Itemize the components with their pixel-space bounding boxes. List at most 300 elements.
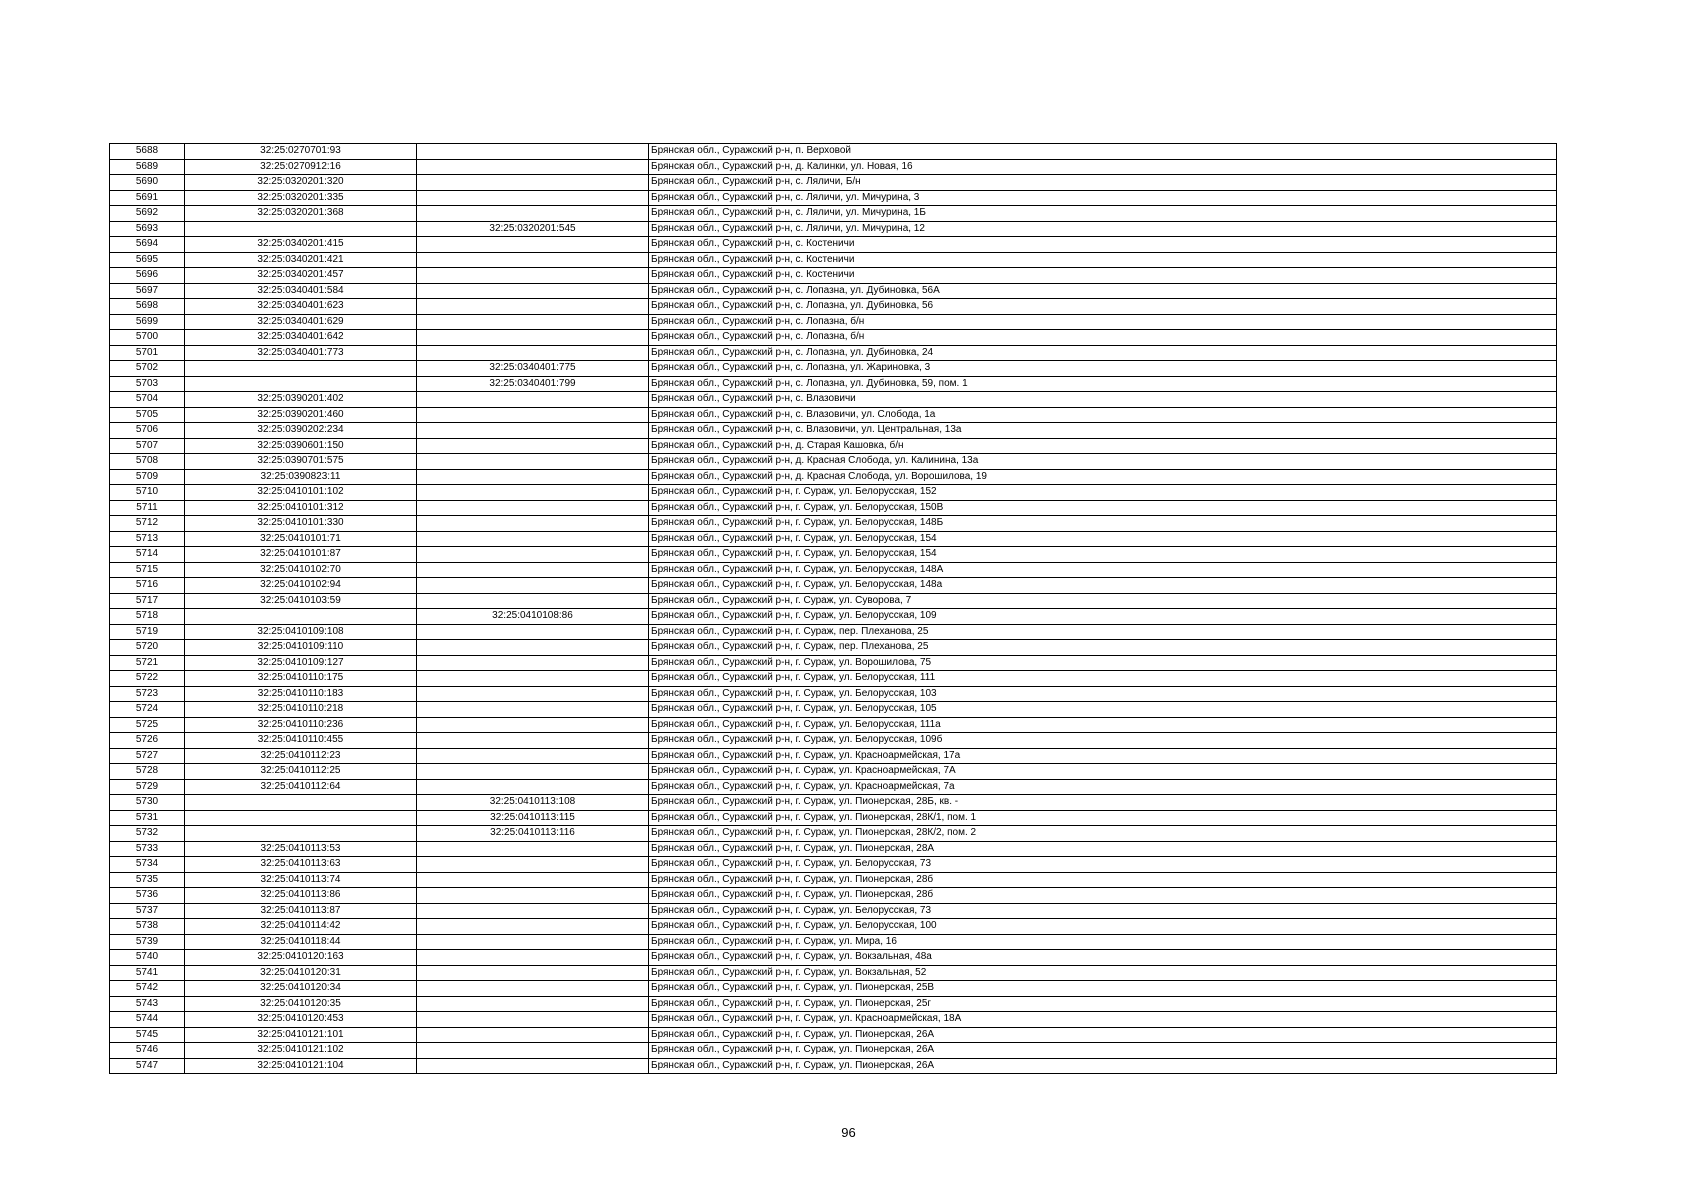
table-row [110,283,1557,299]
cadastral-number-alt-cell [417,407,649,423]
address-cell: Брянская обл., Суражский р-н, г. Сураж, ул. Пионерская, 28К/1, пом. 1 [649,810,1557,826]
cadastral-number-cell: 32:25:0410102:70 [185,562,417,578]
row-number-cell: 5689 [110,159,185,175]
cadastral-number-alt-cell [417,841,649,857]
table-row [110,872,1557,888]
cadastral-number-alt-cell [417,717,649,733]
cadastral-number-cell: 32:25:0410110:218 [185,702,417,718]
table-row [110,655,1557,671]
cadastral-number-cell: 32:25:0410109:110 [185,640,417,656]
cadastral-number-alt-cell [417,872,649,888]
row-number-cell: 5688 [110,144,185,160]
table-row [110,237,1557,253]
row-number-cell: 5720 [110,640,185,656]
cadastral-number-cell: 32:25:0340401:623 [185,299,417,315]
table-row [110,206,1557,222]
cadastral-number-cell: 32:25:0410113:74 [185,872,417,888]
cadastral-number-alt-cell [417,1043,649,1059]
address-cell: Брянская обл., Суражский р-н, г. Сураж, ул. Вокзальная, 48а [649,950,1557,966]
address-cell: Брянская обл., Суражский р-н, с. Костеничи [649,252,1557,268]
row-number-cell: 5717 [110,593,185,609]
cadastral-number-cell: 32:25:0390201:402 [185,392,417,408]
table-row [110,1058,1557,1074]
table-row [110,175,1557,191]
cadastral-number-alt-cell [417,764,649,780]
cadastral-number-cell [185,609,417,625]
table-row [110,1012,1557,1028]
address-cell: Брянская обл., Суражский р-н, с. Лопазна, ул. Дубиновка, 56А [649,283,1557,299]
cadastral-number-cell: 32:25:0410121:101 [185,1027,417,1043]
table-row [110,965,1557,981]
cadastral-number-cell: 32:25:0390701:575 [185,454,417,470]
cadastral-number-alt-cell [417,144,649,160]
row-number-cell: 5733 [110,841,185,857]
row-number-cell: 5695 [110,252,185,268]
row-number-cell: 5716 [110,578,185,594]
cadastral-number-alt-cell [417,733,649,749]
table-row [110,407,1557,423]
address-cell: Брянская обл., Суражский р-н, г. Сураж, ул. Красноармейская, 7а [649,779,1557,795]
cadastral-number-alt-cell [417,485,649,501]
cadastral-number-alt-cell [417,857,649,873]
table-row [110,516,1557,532]
row-number-cell: 5747 [110,1058,185,1074]
table-row [110,221,1557,237]
cadastral-number-cell [185,826,417,842]
cadastral-number-alt-cell [417,1027,649,1043]
table-row [110,950,1557,966]
table-row [110,159,1557,175]
cadastral-number-cell: 32:25:0410120:163 [185,950,417,966]
table-row [110,361,1557,377]
cadastral-number-alt-cell [417,686,649,702]
row-number-cell: 5705 [110,407,185,423]
table-row [110,268,1557,284]
address-cell: Брянская обл., Суражский р-н, г. Сураж, ул. Белорусская, 109б [649,733,1557,749]
address-cell: Брянская обл., Суражский р-н, г. Сураж, ул. Пионерская, 28К/2, пом. 2 [649,826,1557,842]
row-number-cell: 5703 [110,376,185,392]
cadastral-number-cell: 32:25:0270912:16 [185,159,417,175]
cadastral-number-alt-cell [417,1012,649,1028]
cadastral-number-cell: 32:25:0410121:102 [185,1043,417,1059]
address-cell: Брянская обл., Суражский р-н, г. Сураж, ул. Белорусская, 148Б [649,516,1557,532]
cadastral-number-cell: 32:25:0410110:183 [185,686,417,702]
cadastral-number-cell: 32:25:0410112:64 [185,779,417,795]
cadastral-number-alt-cell [417,438,649,454]
row-number-cell: 5740 [110,950,185,966]
cadastral-number-alt-cell [417,330,649,346]
cadastral-number-cell [185,810,417,826]
cadastral-number-alt-cell [417,299,649,315]
row-number-cell: 5709 [110,469,185,485]
cadastral-number-alt-cell [417,268,649,284]
row-number-cell: 5736 [110,888,185,904]
cadastral-number-cell: 32:25:0410101:71 [185,531,417,547]
cadastral-number-cell [185,361,417,377]
cadastral-number-alt-cell [417,593,649,609]
cadastral-number-alt-cell [417,996,649,1012]
cadastral-number-cell: 32:25:0340201:421 [185,252,417,268]
table-row [110,469,1557,485]
cadastral-number-alt-cell [417,888,649,904]
row-number-cell: 5722 [110,671,185,687]
table-row [110,717,1557,733]
table-row [110,841,1557,857]
table-row [110,252,1557,268]
table-row [110,795,1557,811]
cadastral-number-alt-cell [417,578,649,594]
cadastral-number-alt-cell [417,237,649,253]
address-cell: Брянская обл., Суражский р-н, г. Сураж, ул. Пионерская, 26А [649,1058,1557,1074]
address-cell: Брянская обл., Суражский р-н, г. Сураж, ул. Вокзальная, 52 [649,965,1557,981]
table-row [110,779,1557,795]
address-cell: Брянская обл., Суражский р-н, г. Сураж, ул. Красноармейская, 17а [649,748,1557,764]
row-number-cell: 5700 [110,330,185,346]
table-row [110,764,1557,780]
cadastral-number-cell: 32:25:0410101:312 [185,500,417,516]
cadastral-number-cell: 32:25:0340201:457 [185,268,417,284]
row-number-cell: 5699 [110,314,185,330]
row-number-cell: 5723 [110,686,185,702]
cadastral-number-alt-cell [417,624,649,640]
table-row [110,330,1557,346]
cadastral-number-cell: 32:25:0410113:86 [185,888,417,904]
row-number-cell: 5735 [110,872,185,888]
cadastral-number-alt-cell [417,345,649,361]
address-cell: Брянская обл., Суражский р-н, г. Сураж, ул. Белорусская, 103 [649,686,1557,702]
row-number-cell: 5734 [110,857,185,873]
address-cell: Брянская обл., Суражский р-н, с. Лопазна, ул. Дубиновка, 24 [649,345,1557,361]
cadastral-number-cell: 32:25:0410121:104 [185,1058,417,1074]
address-cell: Брянская обл., Суражский р-н, г. Сураж, ул. Белорусская, 111 [649,671,1557,687]
cadastral-number-cell: 32:25:0340401:584 [185,283,417,299]
cadastral-number-alt-cell [417,671,649,687]
cadastral-number-alt-cell [417,423,649,439]
cadastral-number-cell: 32:25:0410112:23 [185,748,417,764]
address-cell: Брянская обл., Суражский р-н, г. Сураж, ул. Красноармейская, 18А [649,1012,1557,1028]
table-row [110,345,1557,361]
table-body [110,144,1557,1074]
row-number-cell: 5719 [110,624,185,640]
table-row [110,392,1557,408]
address-cell: Брянская обл., Суражский р-н, г. Сураж, ул. Белорусская, 100 [649,919,1557,935]
cadastral-number-alt-cell: 32:25:0340401:799 [417,376,649,392]
cadastral-number-alt-cell [417,547,649,563]
address-cell: Брянская обл., Суражский р-н, г. Сураж, ул. Пионерская, 25В [649,981,1557,997]
cadastral-number-cell [185,795,417,811]
row-number-cell: 5721 [110,655,185,671]
cadastral-number-cell: 32:25:0410110:236 [185,717,417,733]
row-number-cell: 5702 [110,361,185,377]
address-cell: Брянская обл., Суражский р-н, г. Сураж, ул. Белорусская, 73 [649,857,1557,873]
address-cell: Брянская обл., Суражский р-н, г. Сураж, ул. Белорусская, 111а [649,717,1557,733]
row-number-cell: 5743 [110,996,185,1012]
address-cell: Брянская обл., Суражский р-н, г. Сураж, ул. Белорусская, 154 [649,547,1557,563]
table-row [110,733,1557,749]
cadastral-number-alt-cell [417,903,649,919]
cadastral-number-cell: 32:25:0410120:31 [185,965,417,981]
cadastral-number-cell: 32:25:0320201:320 [185,175,417,191]
row-number-cell: 5741 [110,965,185,981]
address-cell: Брянская обл., Суражский р-н, г. Сураж, ул. Белорусская, 150В [649,500,1557,516]
cadastral-number-cell: 32:25:0390823:11 [185,469,417,485]
cadastral-number-cell: 32:25:0410113:87 [185,903,417,919]
cadastral-number-alt-cell [417,175,649,191]
row-number-cell: 5714 [110,547,185,563]
table-row [110,624,1557,640]
cadastral-number-alt-cell: 32:25:0410113:115 [417,810,649,826]
row-number-cell: 5694 [110,237,185,253]
address-cell: Брянская обл., Суражский р-н, г. Сураж, ул. Мира, 16 [649,934,1557,950]
table-row [110,640,1557,656]
cadastral-number-alt-cell [417,206,649,222]
cadastral-number-cell: 32:25:0320201:368 [185,206,417,222]
cadastral-number-cell: 32:25:0410120:34 [185,981,417,997]
cadastral-number-alt-cell [417,950,649,966]
cadastral-number-alt-cell [417,454,649,470]
address-cell: Брянская обл., Суражский р-н, с. Лопазна, ул. Жариновка, 3 [649,361,1557,377]
table-row [110,593,1557,609]
table-row [110,702,1557,718]
table-row [110,190,1557,206]
address-cell: Брянская обл., Суражский р-н, д. Калинки, ул. Новая, 16 [649,159,1557,175]
cadastral-number-alt-cell [417,500,649,516]
address-cell: Брянская обл., Суражский р-н, г. Сураж, ул. Белорусская, 109 [649,609,1557,625]
row-number-cell: 5696 [110,268,185,284]
cadastral-number-alt-cell: 32:25:0340401:775 [417,361,649,377]
table-row [110,144,1557,160]
table-row [110,981,1557,997]
cadastral-number-alt-cell [417,190,649,206]
cadastral-number-cell: 32:25:0340201:415 [185,237,417,253]
table-row [110,454,1557,470]
row-number-cell: 5732 [110,826,185,842]
cadastral-number-cell: 32:25:0410101:330 [185,516,417,532]
table-row [110,1043,1557,1059]
table-row [110,888,1557,904]
cadastral-number-cell: 32:25:0410103:59 [185,593,417,609]
cadastral-number-alt-cell [417,640,649,656]
cadastral-number-cell: 32:25:0390202:234 [185,423,417,439]
address-cell: Брянская обл., Суражский р-н, с. Влазовичи, ул. Центральная, 13а [649,423,1557,439]
table-row [110,748,1557,764]
table-row [110,547,1557,563]
cadastral-number-cell: 32:25:0410110:175 [185,671,417,687]
row-number-cell: 5704 [110,392,185,408]
cadastral-number-alt-cell [417,159,649,175]
address-cell: Брянская обл., Суражский р-н, г. Сураж, ул. Пионерская, 28А [649,841,1557,857]
row-number-cell: 5730 [110,795,185,811]
cadastral-number-alt-cell [417,392,649,408]
cadastral-number-alt-cell [417,779,649,795]
row-number-cell: 5692 [110,206,185,222]
address-cell: Брянская обл., Суражский р-н, г. Сураж, ул. Пионерская, 25г [649,996,1557,1012]
table-row [110,686,1557,702]
cadastral-number-alt-cell: 32:25:0320201:545 [417,221,649,237]
address-cell: Брянская обл., Суражский р-н, г. Сураж, ул. Пионерская, 26А [649,1027,1557,1043]
cadastral-number-cell: 32:25:0320201:335 [185,190,417,206]
table-row [110,500,1557,516]
cadastral-number-alt-cell [417,252,649,268]
table-row [110,438,1557,454]
table-row [110,314,1557,330]
table-row [110,531,1557,547]
cadastral-number-alt-cell [417,283,649,299]
cadastral-number-cell: 32:25:0410101:102 [185,485,417,501]
cadastral-number-alt-cell: 32:25:0410108:86 [417,609,649,625]
row-number-cell: 5725 [110,717,185,733]
table-row [110,299,1557,315]
property-table [109,143,1557,1074]
address-cell: Брянская обл., Суражский р-н, с. Костеничи [649,237,1557,253]
row-number-cell: 5745 [110,1027,185,1043]
cadastral-number-alt-cell: 32:25:0410113:116 [417,826,649,842]
cadastral-number-cell [185,376,417,392]
address-cell: Брянская обл., Суражский р-н, с. Лопазна, б/н [649,314,1557,330]
row-number-cell: 5712 [110,516,185,532]
row-number-cell: 5710 [110,485,185,501]
address-cell: Брянская обл., Суражский р-н, с. Ляличи, ул. Мичурина, 3 [649,190,1557,206]
row-number-cell: 5693 [110,221,185,237]
table-row [110,996,1557,1012]
cadastral-number-cell: 32:25:0340401:642 [185,330,417,346]
table-row [110,934,1557,950]
address-cell: Брянская обл., Суражский р-н, г. Сураж, ул. Красноармейская, 7А [649,764,1557,780]
cadastral-number-cell: 32:25:0410109:127 [185,655,417,671]
row-number-cell: 5707 [110,438,185,454]
address-cell: Брянская обл., Суражский р-н, с. Влазовичи [649,392,1557,408]
table-row [110,671,1557,687]
address-cell: Брянская обл., Суражский р-н, г. Сураж, ул. Пионерская, 28б [649,888,1557,904]
cadastral-number-cell: 32:25:0340401:629 [185,314,417,330]
row-number-cell: 5690 [110,175,185,191]
address-cell: Брянская обл., Суражский р-н, с. Лопазна, ул. Дубиновка, 59, пом. 1 [649,376,1557,392]
cadastral-number-alt-cell [417,934,649,950]
row-number-cell: 5715 [110,562,185,578]
cadastral-number-alt-cell [417,1058,649,1074]
address-cell: Брянская обл., Суражский р-н, г. Сураж, ул. Суворова, 7 [649,593,1557,609]
row-number-cell: 5691 [110,190,185,206]
cadastral-number-alt-cell: 32:25:0410113:108 [417,795,649,811]
table-row [110,423,1557,439]
row-number-cell: 5731 [110,810,185,826]
address-cell: Брянская обл., Суражский р-н, г. Сураж, ул. Пионерская, 26А [649,1043,1557,1059]
cadastral-number-alt-cell [417,516,649,532]
cadastral-number-alt-cell [417,469,649,485]
address-cell: Брянская обл., Суражский р-н, д. Красная Слобода, ул. Ворошилова, 19 [649,469,1557,485]
table-row [110,903,1557,919]
cadastral-number-alt-cell [417,981,649,997]
row-number-cell: 5698 [110,299,185,315]
cadastral-number-cell: 32:25:0410109:108 [185,624,417,640]
row-number-cell: 5697 [110,283,185,299]
cadastral-number-cell: 32:25:0410110:455 [185,733,417,749]
table-row [110,578,1557,594]
row-number-cell: 5713 [110,531,185,547]
row-number-cell: 5742 [110,981,185,997]
cadastral-number-cell: 32:25:0340401:773 [185,345,417,361]
row-number-cell: 5718 [110,609,185,625]
cadastral-number-cell: 32:25:0270701:93 [185,144,417,160]
cadastral-number-cell: 32:25:0410120:453 [185,1012,417,1028]
row-number-cell: 5728 [110,764,185,780]
cadastral-number-cell: 32:25:0410113:53 [185,841,417,857]
address-cell: Брянская обл., Суражский р-н, г. Сураж, пер. Плеханова, 25 [649,640,1557,656]
table-row [110,376,1557,392]
address-cell: Брянская обл., Суражский р-н, с. Лопазна, ул. Дубиновка, 56 [649,299,1557,315]
cadastral-number-cell: 32:25:0410118:44 [185,934,417,950]
row-number-cell: 5701 [110,345,185,361]
address-cell: Брянская обл., Суражский р-н, с. Лопазна, б/н [649,330,1557,346]
cadastral-number-cell: 32:25:0410114:42 [185,919,417,935]
address-cell: Брянская обл., Суражский р-н, г. Сураж, ул. Ворошилова, 75 [649,655,1557,671]
address-cell: Брянская обл., Суражский р-н, г. Сураж, ул. Пионерская, 28б [649,872,1557,888]
row-number-cell: 5708 [110,454,185,470]
cadastral-number-cell: 32:25:0410113:63 [185,857,417,873]
row-number-cell: 5727 [110,748,185,764]
address-cell: Брянская обл., Суражский р-н, с. Ляличи, ул. Мичурина, 1Б [649,206,1557,222]
row-number-cell: 5739 [110,934,185,950]
address-cell: Брянская обл., Суражский р-н, с. Ляличи, Б/н [649,175,1557,191]
table-row [110,857,1557,873]
cadastral-number-cell: 32:25:0410112:25 [185,764,417,780]
table-row [110,919,1557,935]
cadastral-number-alt-cell [417,562,649,578]
row-number-cell: 5711 [110,500,185,516]
cadastral-number-cell: 32:25:0410120:35 [185,996,417,1012]
cadastral-number-cell: 32:25:0410101:87 [185,547,417,563]
table-row [110,810,1557,826]
cadastral-number-alt-cell [417,314,649,330]
address-cell: Брянская обл., Суражский р-н, д. Красная Слобода, ул. Калинина, 13а [649,454,1557,470]
address-cell: Брянская обл., Суражский р-н, с. Влазовичи, ул. Слобода, 1а [649,407,1557,423]
cadastral-number-alt-cell [417,702,649,718]
row-number-cell: 5706 [110,423,185,439]
cadastral-number-cell: 32:25:0410102:94 [185,578,417,594]
address-cell: Брянская обл., Суражский р-н, с. Костеничи [649,268,1557,284]
address-cell: Брянская обл., Суражский р-н, с. Ляличи, ул. Мичурина, 12 [649,221,1557,237]
cadastral-number-cell: 32:25:0390601:150 [185,438,417,454]
row-number-cell: 5738 [110,919,185,935]
page-number: 96 [841,1125,856,1140]
address-cell: Брянская обл., Суражский р-н, д. Старая Кашовка, б/н [649,438,1557,454]
row-number-cell: 5729 [110,779,185,795]
table-row [110,562,1557,578]
address-cell: Брянская обл., Суражский р-н, г. Сураж, ул. Белорусская, 154 [649,531,1557,547]
address-cell: Брянская обл., Суражский р-н, г. Сураж, ул. Белорусская, 148А [649,562,1557,578]
table-row [110,1027,1557,1043]
cadastral-number-alt-cell [417,655,649,671]
row-number-cell: 5726 [110,733,185,749]
address-cell: Брянская обл., Суражский р-н, г. Сураж, ул. Белорусская, 105 [649,702,1557,718]
address-cell: Брянская обл., Суражский р-н, г. Сураж, ул. Пионерская, 28Б, кв. - [649,795,1557,811]
cadastral-number-alt-cell [417,919,649,935]
table-row [110,485,1557,501]
row-number-cell: 5746 [110,1043,185,1059]
table-row [110,826,1557,842]
address-cell: Брянская обл., Суражский р-н, г. Сураж, ул. Белорусская, 152 [649,485,1557,501]
row-number-cell: 5744 [110,1012,185,1028]
cadastral-number-cell [185,221,417,237]
row-number-cell: 5737 [110,903,185,919]
cadastral-number-alt-cell [417,748,649,764]
cadastral-number-alt-cell [417,965,649,981]
address-cell: Брянская обл., Суражский р-н, г. Сураж, ул. Белорусская, 73 [649,903,1557,919]
cadastral-number-alt-cell [417,531,649,547]
address-cell: Брянская обл., Суражский р-н, г. Сураж, ул. Белорусская, 148а [649,578,1557,594]
table-row [110,609,1557,625]
address-cell: Брянская обл., Суражский р-н, п. Верховой [649,144,1557,160]
